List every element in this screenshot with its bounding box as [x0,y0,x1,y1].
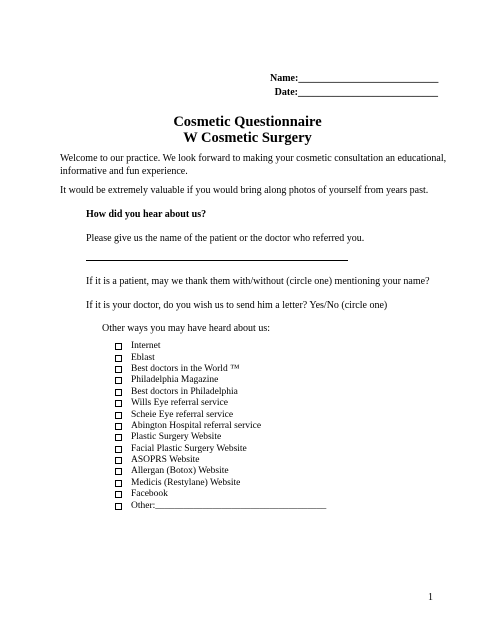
checkbox-icon[interactable] [115,343,122,350]
date-field[interactable]: Date:____________________________ [274,87,438,98]
checkbox-icon[interactable] [115,468,122,475]
referral-name-line[interactable] [86,260,348,261]
checkbox-icon[interactable] [115,423,122,430]
list-item[interactable]: Best doctors in the World ™ [115,364,326,375]
checkbox-icon[interactable] [115,400,122,407]
send-letter-question: If it is your doctor, do you wish us to send him a letter? Yes/No (circle one) [86,300,388,311]
referral-name-prompt: Please give us the name of the patient or the doctor who referred you. [86,233,365,244]
checkbox-icon[interactable] [115,434,122,441]
page-number: 1 [428,592,433,603]
checkbox-icon[interactable] [115,491,122,498]
name-date-block [270,72,438,100]
list-item[interactable]: Plastic Surgery Website [115,432,326,443]
list-item[interactable]: Wills Eye referral service [115,398,326,409]
thank-patient-question: If it is a patient, may we thank them with/without (circle one) mentioning your name? [86,276,430,287]
checkbox-icon[interactable] [115,389,122,396]
name-field[interactable]: Name:____________________________ [270,73,439,84]
list-item[interactable]: Best doctors in Philadelphia [115,387,326,398]
referral-heading: How did you hear about us? [86,209,207,220]
checkbox-icon[interactable] [115,446,122,453]
referral-options-list [115,341,326,512]
list-item[interactable]: Allergan (Botox) Website [115,466,326,477]
list-item[interactable]: Facebook [115,489,326,500]
checkbox-icon[interactable] [115,355,122,362]
list-item[interactable]: Internet [115,341,326,352]
welcome-paragraph: Welcome to our practice. We look forward to making your cosmetic consultation an educational, informative and fun experience. [60,153,447,177]
checkbox-icon[interactable] [115,503,122,510]
other-ways-label: Other ways you may have heard about us: [102,323,271,334]
list-item[interactable]: Medicis (Restylane) Website [115,478,326,489]
list-item[interactable]: Scheie Eye referral service [115,409,326,420]
checkbox-icon[interactable] [115,412,122,419]
list-item[interactable]: Eblast [115,352,326,363]
checkbox-icon[interactable] [115,366,122,373]
document-title: Cosmetic Questionnaire [173,114,322,130]
photos-paragraph: It would be extremely valuable if you would bring along photos of yourself from years past. [60,185,429,196]
list-item[interactable]: Facial Plastic Surgery Website [115,444,326,455]
list-item[interactable]: Abington Hospital referral service [115,421,326,432]
list-item[interactable]: Philadelphia Magazine [115,375,326,386]
checkbox-icon[interactable] [115,480,122,487]
checkbox-icon[interactable] [115,377,122,384]
list-item[interactable]: Other:____________________________________ [115,500,326,511]
list-item[interactable]: ASOPRS Website [115,455,326,466]
document-subtitle: W Cosmetic Surgery [183,130,312,146]
checkbox-icon[interactable] [115,457,122,464]
